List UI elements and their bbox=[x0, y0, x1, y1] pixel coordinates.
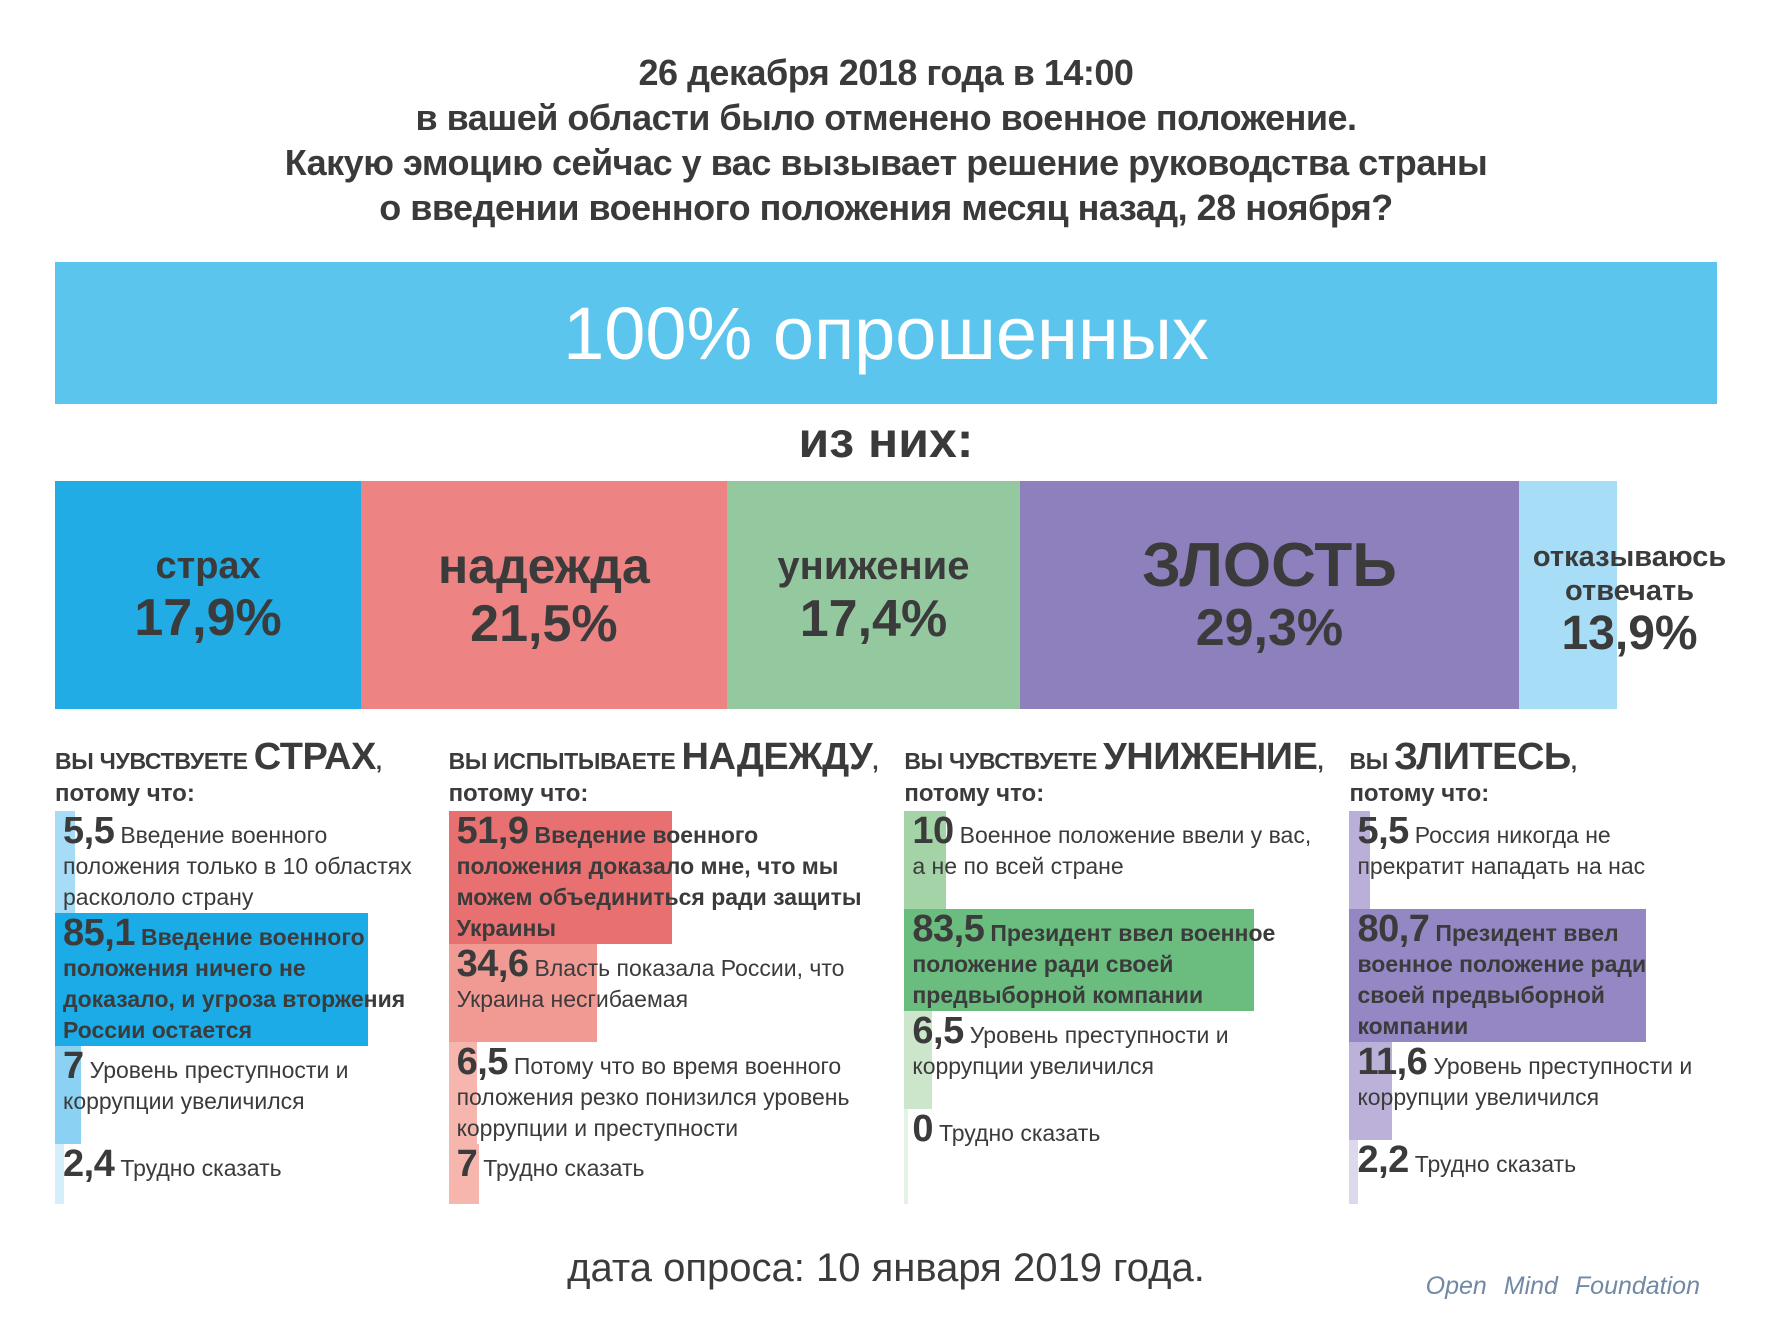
bar-segment-hope bbox=[361, 481, 727, 709]
reason-text bbox=[1349, 1041, 1717, 1113]
bar-segment-refuse bbox=[1519, 481, 1727, 709]
reason-description: Уровень преступности и коррупции увеличился bbox=[912, 1022, 1229, 1079]
stacked-emotion-bar bbox=[55, 481, 1727, 709]
reason-column-fear bbox=[55, 737, 423, 1204]
reason-text bbox=[904, 1108, 1323, 1150]
reason-item bbox=[1349, 1140, 1717, 1204]
header-emotion: ЗЛИТЕСЬ bbox=[1394, 736, 1571, 778]
reason-value: 0 bbox=[912, 1108, 934, 1150]
reason-item bbox=[1349, 909, 1717, 1042]
because-label: потому что: bbox=[448, 780, 589, 807]
reason-description: Трудно сказать bbox=[939, 1120, 1101, 1146]
because-label: потому что: bbox=[1349, 780, 1490, 807]
because-label: потому что: bbox=[55, 780, 195, 807]
reason-text bbox=[55, 912, 423, 1046]
reason-text bbox=[55, 1045, 423, 1117]
reason-value: 6,5 bbox=[456, 1041, 508, 1083]
header-prefix: ВЫ ЧУВСТВУЕТЕ bbox=[904, 748, 1098, 774]
segment-label: отказываюсь отвечать bbox=[1532, 540, 1727, 607]
header-suffix: , bbox=[1570, 748, 1577, 774]
column-title bbox=[55, 737, 423, 781]
segment-percent: 13,9% bbox=[1561, 606, 1698, 660]
segment-percent: 17,4% bbox=[799, 590, 948, 648]
reason-item bbox=[904, 811, 1323, 909]
column-header bbox=[1349, 737, 1717, 811]
header-prefix: ВЫ bbox=[1349, 748, 1388, 774]
header-prefix: ВЫ ЧУВСТВУЕТЕ bbox=[55, 748, 248, 774]
reason-description: Трудно сказать bbox=[483, 1155, 645, 1181]
reason-value: 7 bbox=[63, 1045, 84, 1087]
reason-text bbox=[1349, 1139, 1717, 1181]
reason-value: 7 bbox=[456, 1143, 478, 1185]
reason-text bbox=[904, 1010, 1323, 1082]
header-emotion: НАДЕЖДУ bbox=[681, 736, 873, 778]
header-emotion: СТРАХ bbox=[253, 736, 376, 778]
reason-item bbox=[55, 1144, 423, 1204]
reason-column-humiliation bbox=[904, 737, 1323, 1204]
survey-date-note: дата опроса: 10 января 2019 года. bbox=[567, 1246, 1205, 1290]
of-them-subtitle: из них: bbox=[798, 412, 974, 468]
segment-inner bbox=[777, 542, 969, 648]
reason-value: 85,1 bbox=[63, 912, 135, 954]
reason-description: Россия никогда не прекратит нападать на нас bbox=[1357, 822, 1646, 879]
question-line: 26 декабря 2018 года в 14:00 bbox=[638, 52, 1134, 93]
reason-description: Уровень преступности и коррупции увеличился bbox=[63, 1057, 349, 1114]
segment-label: страх bbox=[155, 545, 261, 587]
survey-question bbox=[0, 0, 1772, 230]
segment-inner bbox=[1521, 540, 1739, 660]
column-title bbox=[904, 737, 1323, 781]
reason-value: 2,4 bbox=[63, 1143, 115, 1185]
reason-value: 80,7 bbox=[1357, 908, 1430, 950]
bar-segment-fear bbox=[55, 481, 361, 709]
reason-text bbox=[1349, 908, 1717, 1042]
reason-text bbox=[904, 810, 1323, 882]
reason-text bbox=[1349, 810, 1717, 882]
reason-value: 5,5 bbox=[1357, 810, 1409, 852]
reason-item bbox=[449, 1042, 879, 1144]
reason-items bbox=[1349, 811, 1717, 1204]
reason-text bbox=[449, 943, 879, 1015]
reason-item bbox=[449, 944, 879, 1042]
reason-column-anger bbox=[1349, 737, 1717, 1204]
reason-value: 10 bbox=[912, 810, 954, 852]
segment-percent: 21,5% bbox=[470, 595, 618, 653]
reason-items bbox=[55, 811, 423, 1204]
column-title bbox=[449, 737, 879, 781]
reason-description: Введение военного положения ничего не доказало, и угроза вторжения России остается bbox=[63, 924, 406, 1043]
reason-text bbox=[449, 1143, 879, 1185]
reason-text bbox=[449, 1041, 879, 1144]
reason-items bbox=[904, 811, 1323, 1204]
open-mind-foundation-logo: Open Mind Foundation bbox=[1425, 1272, 1700, 1300]
column-title bbox=[1349, 737, 1717, 781]
header-emotion: УНИЖЕНИЕ bbox=[1103, 736, 1318, 778]
reason-description: Введение военного положения только в 10 областях раскололо страну bbox=[63, 822, 412, 910]
reason-text bbox=[55, 1143, 423, 1185]
segment-inner bbox=[438, 537, 650, 653]
reason-description: Трудно сказать bbox=[120, 1155, 282, 1181]
header-prefix: ВЫ ИСПЫТЫВАЕТЕ bbox=[448, 748, 676, 774]
reason-description: Уровень преступности и коррупции увеличился bbox=[1357, 1053, 1693, 1110]
reason-items bbox=[449, 811, 879, 1204]
segment-inner bbox=[1142, 533, 1397, 657]
reason-item bbox=[904, 909, 1323, 1011]
reason-item bbox=[55, 913, 423, 1046]
segment-label: ЗЛОСТЬ bbox=[1142, 531, 1397, 600]
reason-columns bbox=[55, 737, 1717, 1204]
segment-percent: 17,9% bbox=[134, 589, 282, 647]
bar-segment-humiliation bbox=[727, 481, 1021, 709]
reason-item bbox=[904, 1011, 1323, 1109]
because-label: потому что: bbox=[904, 780, 1045, 807]
reason-item bbox=[1349, 811, 1717, 909]
question-line: в вашей области было отменено военное положение. bbox=[415, 97, 1357, 138]
reason-text bbox=[904, 908, 1323, 1011]
total-respondents-banner: 100% опрошенных bbox=[55, 262, 1717, 404]
reason-description: Президент ввел военное положение ради своей предвыборной компании bbox=[1357, 920, 1647, 1039]
reason-description: Власть показала России, что Украина несгибаемая bbox=[456, 955, 845, 1012]
reason-value: 34,6 bbox=[456, 943, 529, 985]
bar-segment-anger bbox=[1020, 481, 1518, 709]
reason-item bbox=[449, 811, 879, 944]
header-suffix: , bbox=[375, 748, 382, 774]
reason-item bbox=[55, 811, 423, 913]
reason-column-hope bbox=[449, 737, 879, 1204]
reason-item bbox=[449, 1144, 879, 1204]
reason-value: 2,2 bbox=[1357, 1139, 1409, 1181]
header-suffix: , bbox=[1317, 748, 1324, 774]
reason-description: Военное положение ввели у вас, а не по всей стране bbox=[912, 822, 1312, 879]
segment-inner bbox=[134, 543, 281, 647]
reason-item bbox=[55, 1046, 423, 1144]
reason-value: 5,5 bbox=[63, 810, 115, 852]
reason-item bbox=[1349, 1042, 1717, 1140]
reason-value: 11,6 bbox=[1357, 1041, 1428, 1083]
reason-text bbox=[55, 810, 423, 913]
question-line: Какую эмоцию сейчас у вас вызывает решение руководства страны bbox=[284, 142, 1488, 183]
column-header bbox=[55, 737, 423, 811]
reason-description: Президент ввел военное положение ради своей предвыборной компании bbox=[912, 920, 1276, 1008]
reason-value: 6,5 bbox=[912, 1010, 964, 1052]
header-suffix: , bbox=[872, 748, 879, 774]
segment-label: надежда bbox=[437, 538, 650, 594]
question-line: о введении военного положения месяц назад, 28 ноября? bbox=[379, 187, 1393, 228]
reason-description: Трудно сказать bbox=[1414, 1151, 1577, 1177]
reason-text bbox=[449, 810, 879, 944]
reason-value: 83,5 bbox=[912, 908, 985, 950]
column-header bbox=[449, 737, 879, 811]
reason-item bbox=[904, 1109, 1323, 1204]
reason-description: Введение военного положения доказало мне, что мы можем объединиться ради защиты Украины bbox=[456, 822, 862, 941]
segment-percent: 29,3% bbox=[1195, 599, 1344, 657]
reason-description: Потому что во время военного положения резко понизился уровень коррупции и преступности bbox=[456, 1053, 850, 1141]
segment-label: унижение bbox=[777, 544, 970, 588]
reason-value: 51,9 bbox=[456, 810, 529, 852]
column-header bbox=[904, 737, 1323, 811]
